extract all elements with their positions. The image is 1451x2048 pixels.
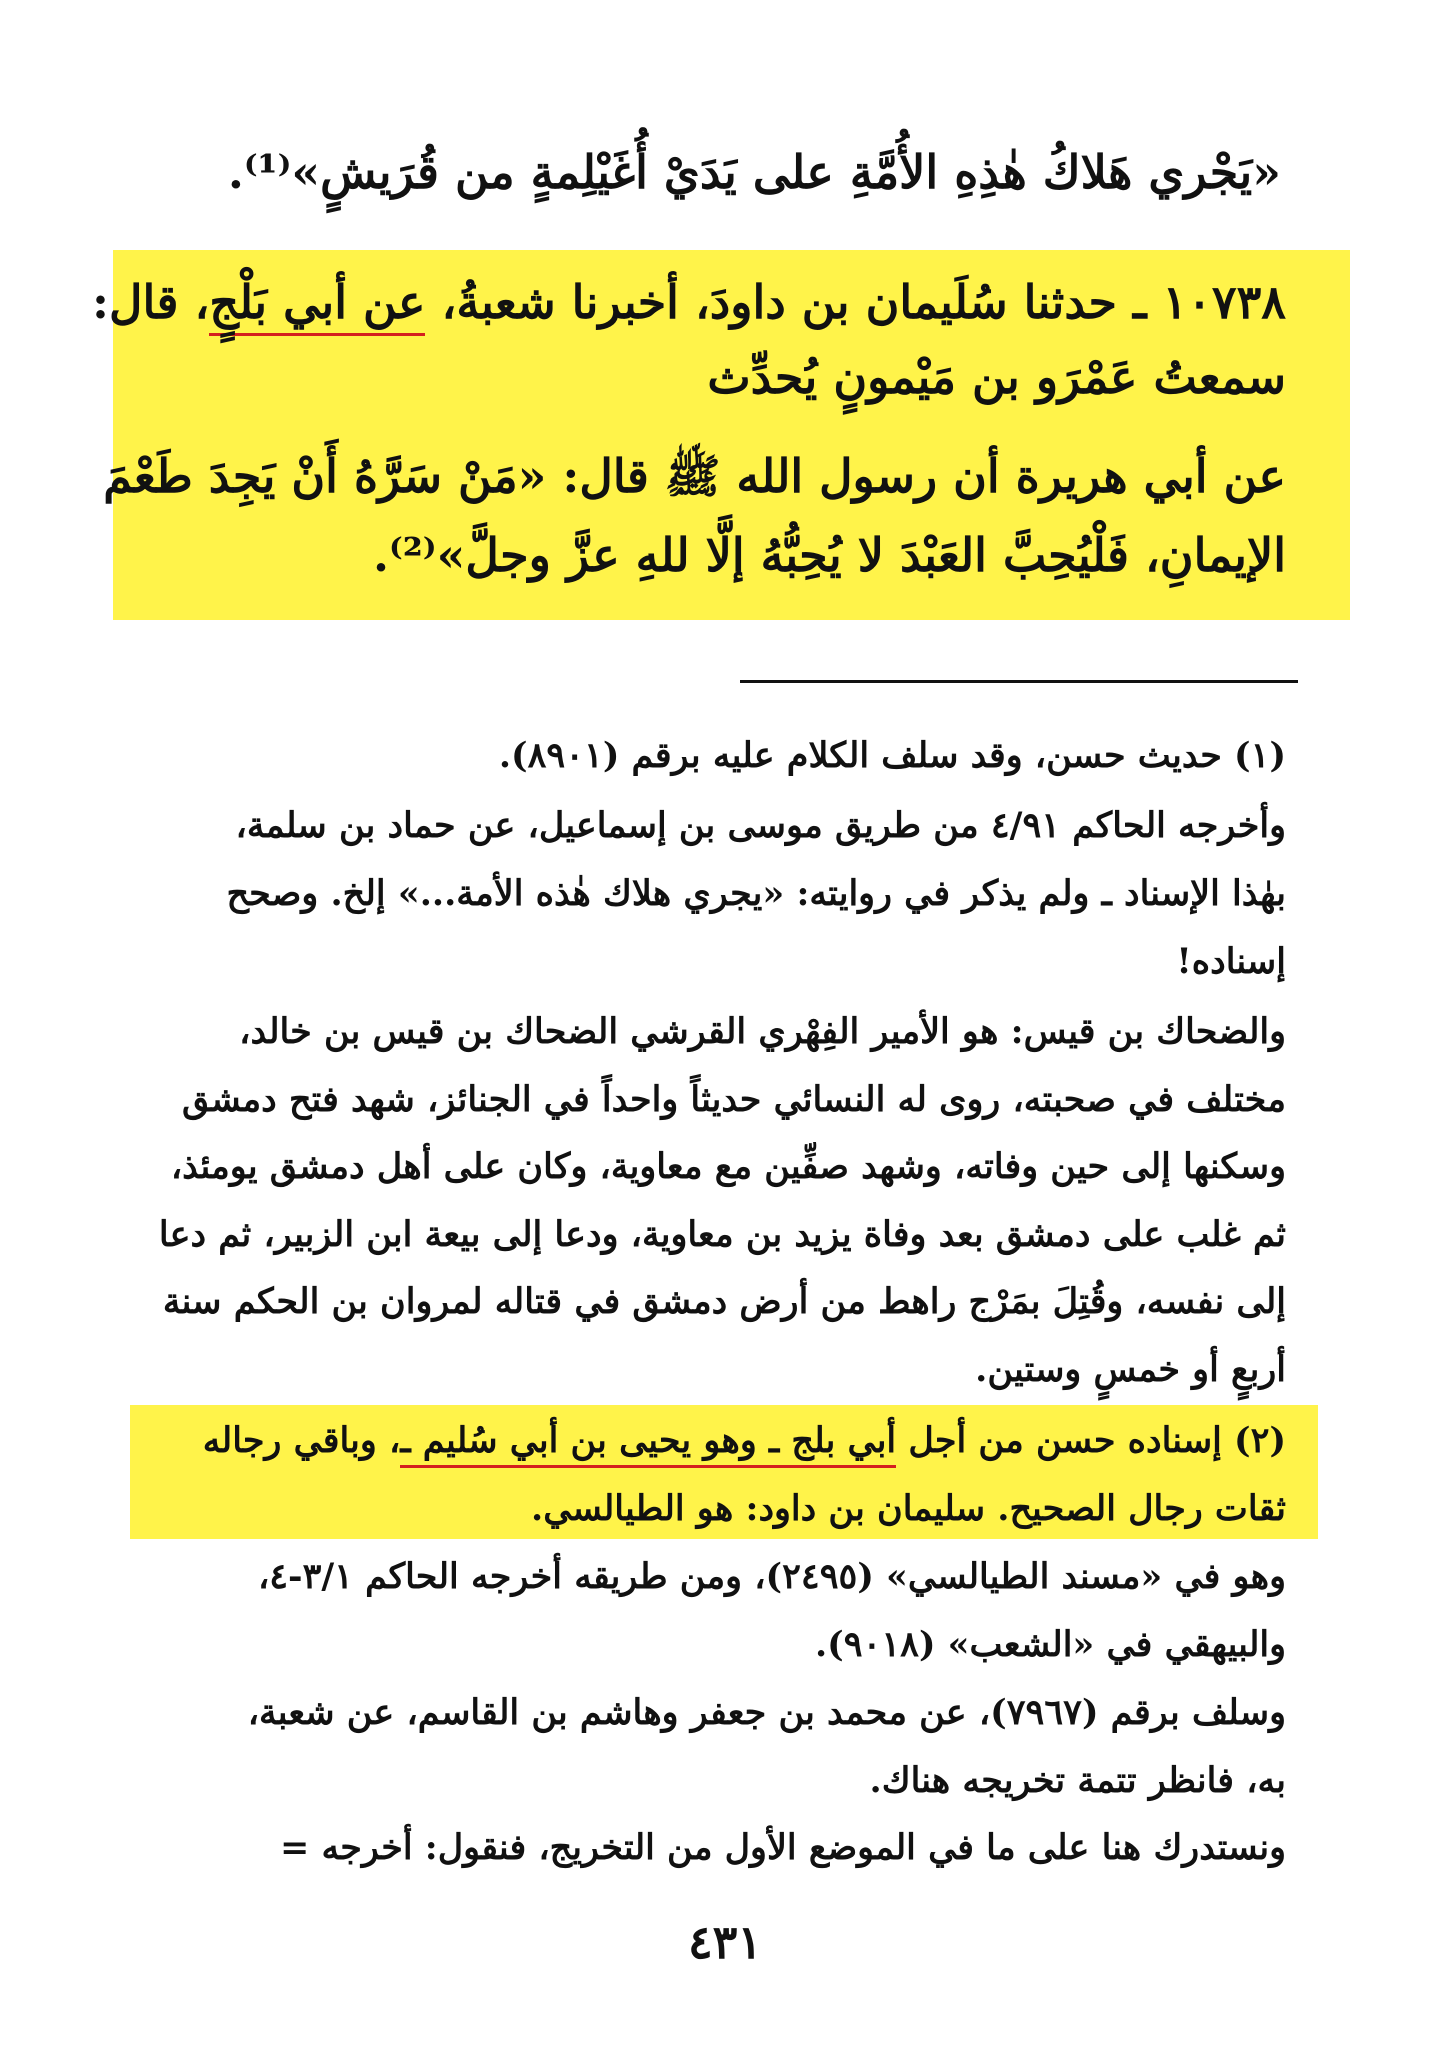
underlined-narrator: عن أبي بَلْجٍ — [209, 275, 425, 336]
footnote-2-cont: ، وباقي رجاله — [202, 1420, 401, 1461]
footnote-2-line: به، فانظر تتمة تخريجه هناك. — [869, 1760, 1286, 1801]
page-number: ٤٣١ — [687, 1915, 763, 1969]
hadith-line-1 — [92, 275, 1286, 329]
footnote-1-line: أربعٍ أو خمسٍ وستين. — [975, 1349, 1286, 1390]
hadith-qala: ، قال: — [92, 275, 210, 329]
footnote-1-line: وأخرجه الحاكم ٤/٩١ من طريق موسى بن إسماعيل، عن حماد بن سلمة، — [235, 805, 1286, 846]
footnote-1-line: (١) حديث حسن، وقد سلف الكلام عليه برقم (٨٩٠١). — [498, 735, 1286, 776]
footnote-1-line: وسكنها إلى حين وفاته، وشهد صفِّين مع معاوية، وكان على أهل دمشق يومئذ، — [170, 1146, 1286, 1187]
footnote-2-line: والبيهقي في «الشعب» (٩٠١٨). — [814, 1624, 1286, 1665]
footnote-2-start: (٢) إسناده حسن من أجل — [896, 1420, 1286, 1461]
footnote-2-line: ونستدرك هنا على ما في الموضع الأول من التخريج، فنقول: أخرجه = — [280, 1827, 1286, 1868]
hadith-line-3: عن أبي هريرة أن رسول الله ﷺ قال: «مَنْ سَرَّهُ أَنْ يَجِدَ طَعْمَ — [103, 449, 1286, 503]
footnote-1-line: إلى نفسه، وقُتِلَ بمَرْج راهط من أرض دمشق في قتاله لمروان بن الحكم سنة — [162, 1281, 1286, 1322]
footnote-1-line: والضحاك بن قيس: هو الأمير الفِهْري القرشي الضحاك بن قيس بن خالد، — [239, 1011, 1286, 1052]
footnote-1-line: مختلف في صحبته، روى له النسائي حديثاً واحداً في الجنائز، شهد فتح دمشق — [182, 1079, 1286, 1120]
hadith-line-4: الإيمانِ، فَلْيُحِبَّ العَبْدَ لا يُحِبُّهُ إلَّا للهِ عزَّ وجلَّ»⁽²⁾. — [373, 528, 1286, 582]
footnote-2-line-2: ثقات رجال الصحيح. سليمان بن داود: هو الطيالسي. — [531, 1488, 1286, 1529]
footnote-1-line: ثم غلب على دمشق بعد وفاة يزيد بن معاوية، ودعا إلى بيعة ابن الزبير، ثم دعا — [158, 1214, 1286, 1255]
footnote-1-line: إسناده! — [1176, 941, 1286, 982]
footnote-1-line: بهٰذا الإسناد ـ ولم يذكر في روايته: «يجري هلاك هٰذه الأمة...» إلخ. وصحح — [226, 873, 1286, 914]
footnote-2-line: وسلف برقم (٧٩٦٧)، عن محمد بن جعفر وهاشم بن القاسم، عن شعبة، — [247, 1692, 1286, 1733]
hadith-isnad-start: ١٠٧٣٨ ـ حدثنا سُلَيمان بن داودَ، أخبرنا شعبةُ، — [425, 275, 1286, 329]
footnote-2-line-1 — [203, 1420, 1286, 1461]
underlined-narrator-note: أبي بلج ـ وهو يحيى بن أبي سُليم ـ — [400, 1420, 896, 1468]
hadith-line-2: سمعتُ عَمْرَو بن مَيْمونٍ يُحدِّث — [707, 350, 1286, 404]
footnote-2-line: وهو في «مسند الطيالسي» (٢٤٩٥)، ومن طريقه أخرجه الحاكم ٣/١-٤، — [257, 1556, 1286, 1597]
hadith-end-line: «يَجْري هَلاكُ هٰذِهِ الأُمَّةِ على يَدَيْ أُغَيْلِمةٍ من قُرَيشٍ»⁽¹⁾. — [227, 145, 1281, 199]
footnote-separator — [740, 680, 1298, 683]
